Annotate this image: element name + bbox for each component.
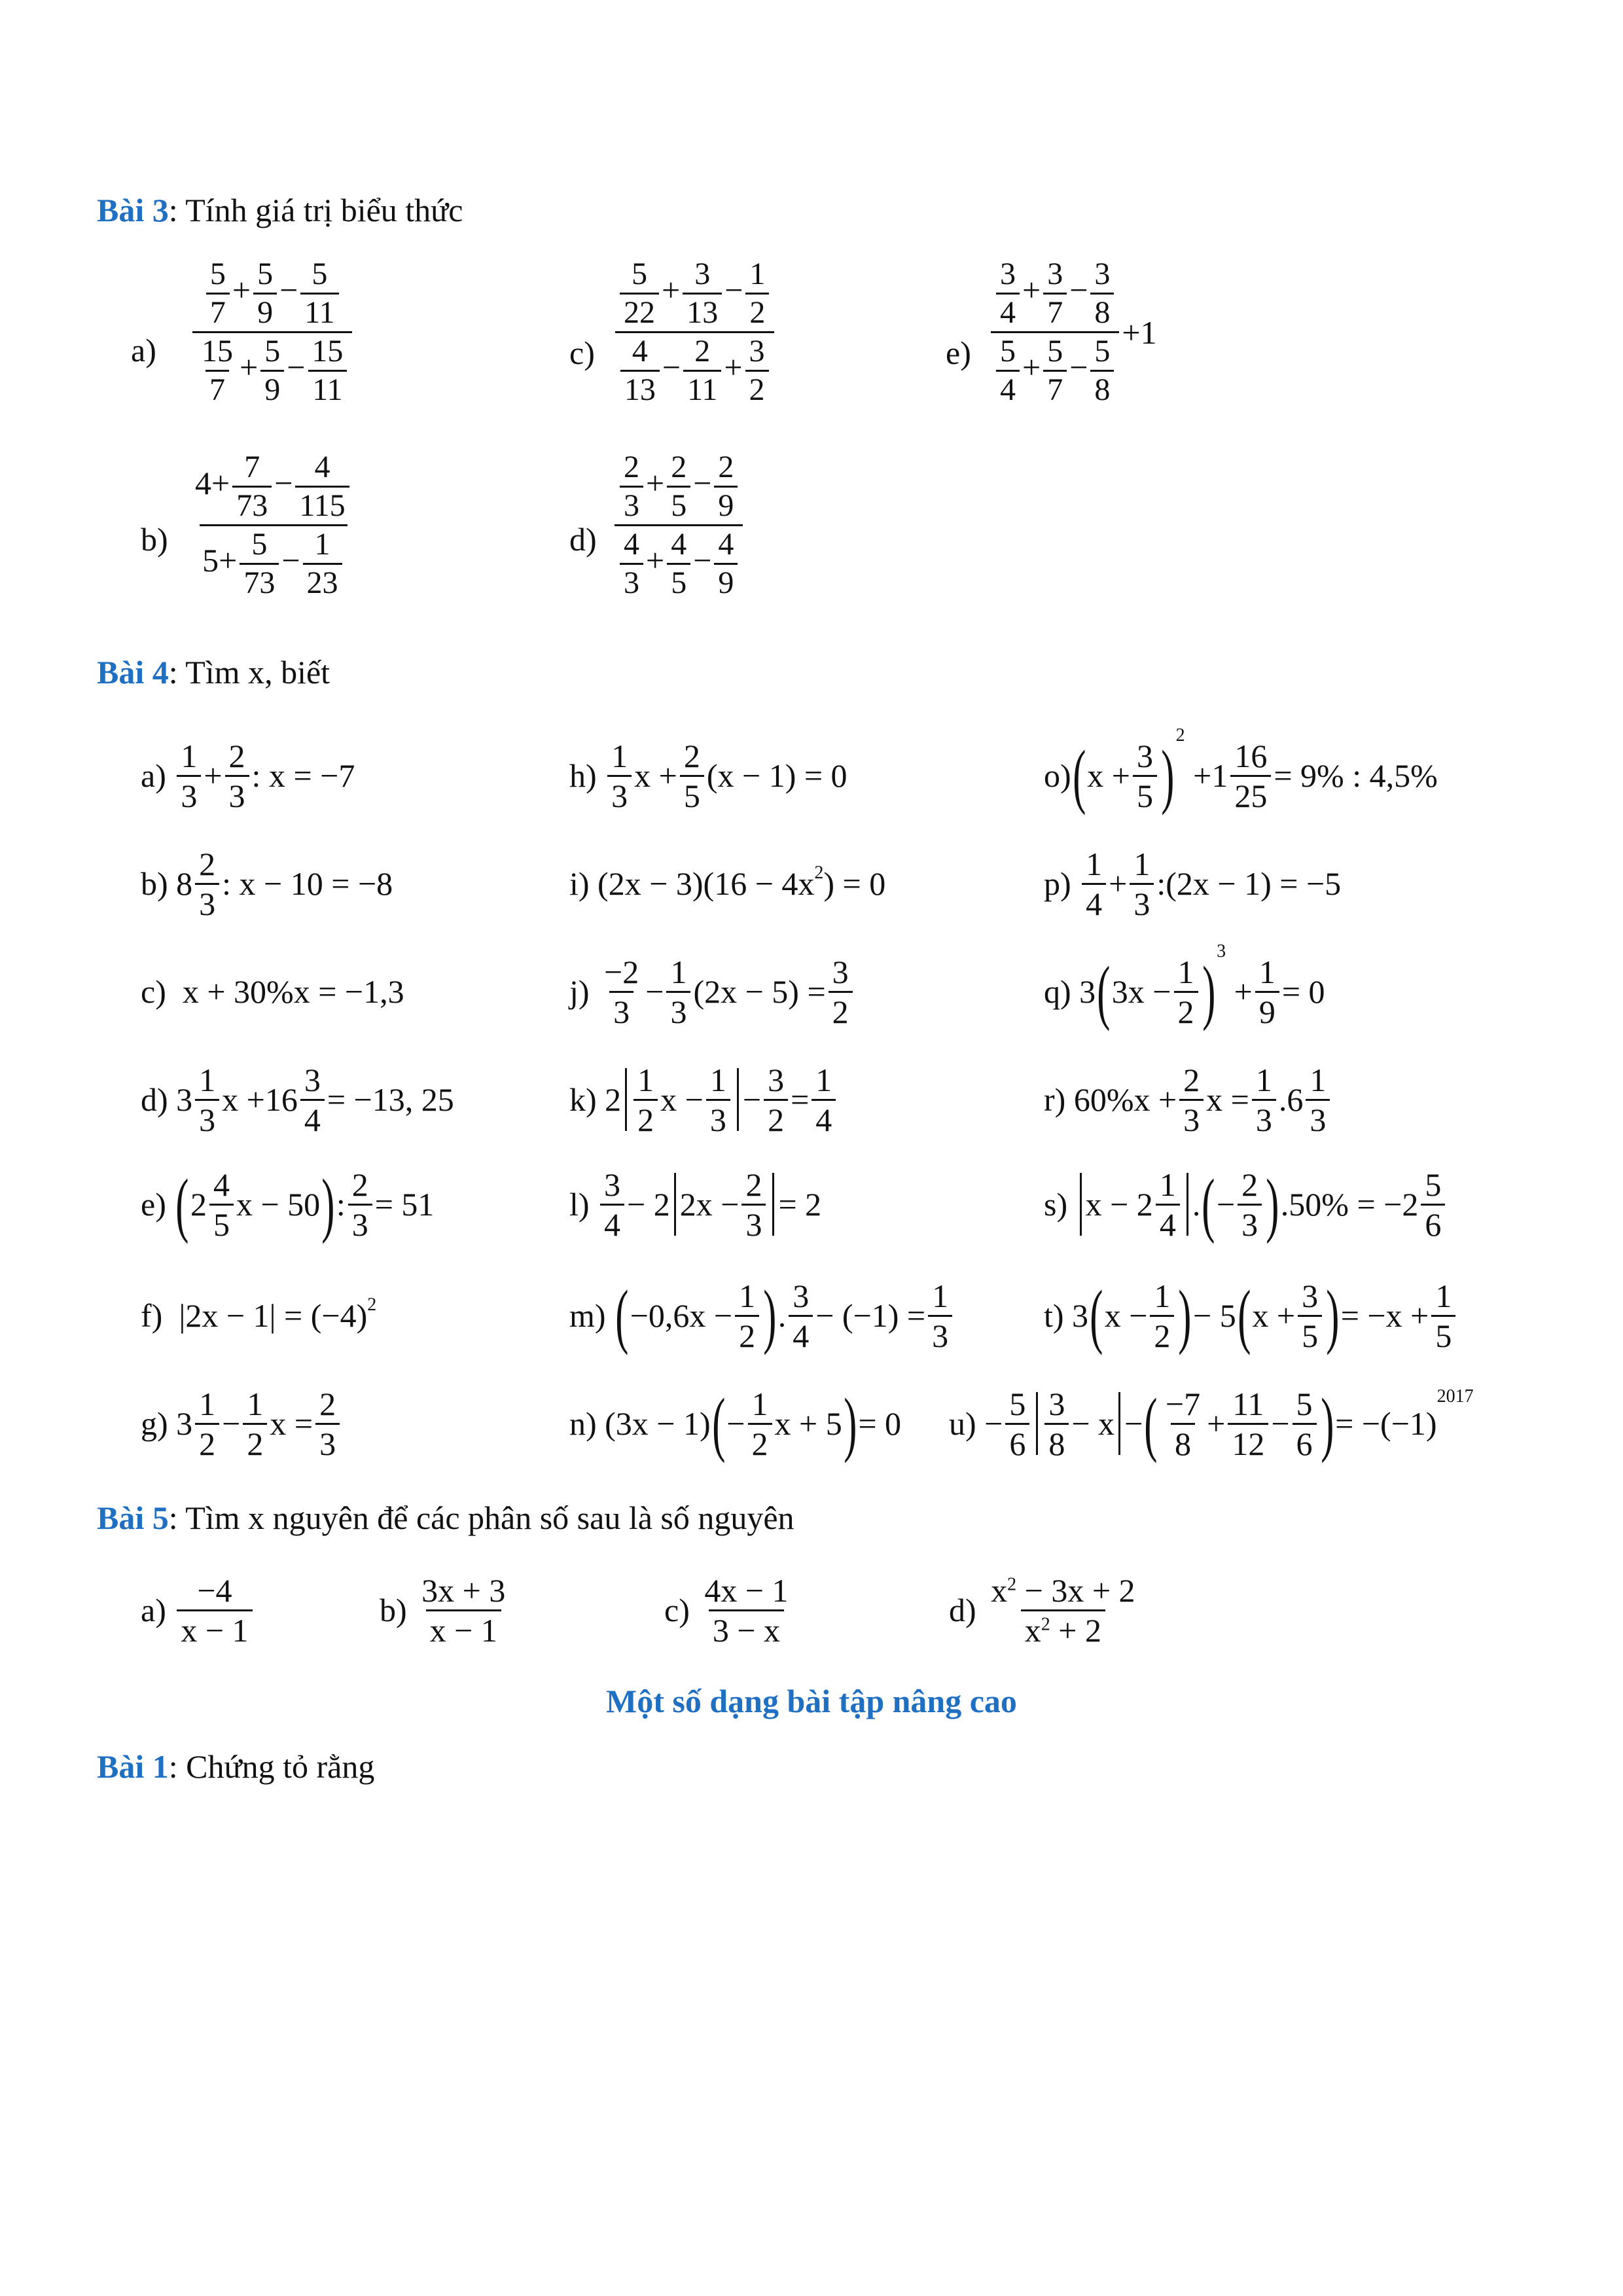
b4-o: o) ( x + $\frac{3}{5}$ ) $^2$ +1 $\frac{16}{25}$ = 9% : 4,5% xyxy=(1044,725,1438,816)
b4-g: g) 3 $\frac{1}{2}$ − $\frac{1}{2}$ x = $\frac{2}{3}$ xyxy=(141,1374,342,1473)
b3-expr-e: $\frac{3}{4}$ + $\frac{3}{7}$ − $\frac{3}{8}$ $\frac{5}{4}$ + $\frac{5}{7}$ − $\frac{5}{8}$ +1 xyxy=(988,259,1157,406)
b4-p: p) $\frac{1}{4}$ + $\frac{1}{3}$ : (2x − 1) = −5 xyxy=(1044,845,1342,922)
b4-d: d) 3 $\frac{1}{3}$ x +16 $\frac{3}{4}$ = −13, 25 xyxy=(141,1061,454,1138)
b4-h: h) $\frac{1}{3}$ x + $\frac{2}{5}$ (x − 1) = 0 xyxy=(569,737,847,814)
bai1-heading: Bài 1: Chứng tỏ rằng xyxy=(97,1748,375,1785)
bai4-heading: Bài 4: Tìm x, biết xyxy=(97,654,330,691)
b3-expr-b: 4+ $\frac{7}{73}$ − $\frac{4}{115}$ 5+ $\frac{5}{73}$ − $\frac{1}{23}$ xyxy=(190,452,357,599)
b3-label-d: d) xyxy=(569,521,597,558)
b3-expr-d: $\frac{2}{3}$ + $\frac{2}{5}$ − $\frac{2}{9}$ $\frac{4}{3}$ + $\frac{4}{5}$ − $\frac{4}{9}$ xyxy=(612,452,745,599)
b5-c: c) $\frac{4x - 1}{3 - x}$ xyxy=(664,1571,789,1649)
bai3-heading: Bài 3: Tính giá trị biểu thức xyxy=(97,192,463,228)
b3-item-a: a) xyxy=(131,332,156,368)
b4-s: s) x − 2 $\frac{1}{4}$ . ( − $\frac{2}{3}$ ) .50% = −2 $\frac{5}{6}$ xyxy=(1044,1162,1448,1247)
b5-b: b) $\frac{3x + 3}{x - 1}$ xyxy=(380,1571,506,1649)
b4-c: c) x + 30%x = −1,3 xyxy=(141,973,404,1010)
b4-t: t) 3 ( x − $\frac{1}{2}$ ) − 5 ( x + $\frac{3}{5}$ ) = −x + $\frac{1}{5}$ xyxy=(1044,1266,1458,1365)
b4-u: u) − $\frac{5}{6}$ $\frac{3}{8}$ − x − ( $\frac{-7}{8}$ + $\frac{11}{12}$ − $\frac{5}{6}$ ) = −(−1) $^{2017}$ xyxy=(949,1383,1474,1463)
b3-expr-c: $\frac{5}{22}$ + $\frac{3}{13}$ − $\frac{1}{2}$ $\frac{4}{13}$ − $\frac{2}{11}$ + $\frac{3}{2}$ xyxy=(612,259,777,406)
b4-l: l) $\frac{3}{4}$ − 2 2x − $\frac{2}{3}$ = 2 xyxy=(569,1166,822,1243)
section-title: Một số dạng bài tập nâng cao xyxy=(606,1683,1017,1719)
b4-r: r) 60%x + $\frac{2}{3}$ x = $\frac{1}{3}$ .6 $\frac{1}{3}$ xyxy=(1044,1057,1332,1142)
b3-label-c: c) xyxy=(569,334,595,371)
b4-m: m) ( −0,6x − $\frac{1}{2}$ ) . $\frac{3}{4}$ − (−1) = $\frac{1}{3}$ xyxy=(569,1266,955,1365)
b4-j: j) $\frac{-2}{3}$ − $\frac{1}{3}$ (2x − 5) = $\frac{3}{2}$ xyxy=(569,949,855,1034)
b5-d: d) $\frac{x^2 - 3x + 2}{x^2 + 2}$ xyxy=(949,1571,1135,1649)
b4-q: q) 3 ( 3x − $\frac{1}{2}$ ) $^3$ + $\frac{1}{9}$ = 0 xyxy=(1044,941,1325,1031)
b4-i: i) (2x − 3)(16 − 4x $^2$ ) = 0 xyxy=(569,863,886,902)
b4-k: k) 2 $\frac{1}{2}$ x − $\frac{1}{3}$ − $\frac{3}{2}$ = $\frac{1}{4}$ xyxy=(569,1057,838,1142)
b5-a: a) $\frac{-4}{x - 1}$ xyxy=(141,1564,255,1656)
b3-label-b: b) xyxy=(141,521,168,558)
bai5-heading: Bài 5: Tìm x nguyên để các phân số sau là số nguyên xyxy=(97,1499,794,1536)
b4-e: e) ( 2 $\frac{4}{5}$ x − 50 ) : $\frac{2}{3}$ = 51 xyxy=(141,1164,435,1244)
b3-expr-a: $\frac{5}{7}$ + $\frac{5}{9}$ − $\frac{5}{11}$ $\frac{15}{7}$ + $\frac{5}{9}$ − $\frac{15}{11}$ xyxy=(190,259,355,406)
b4-f: f) |2x − 1| = (−4) $^2$ xyxy=(141,1295,377,1334)
b4-n: n) (3x − 1) ( − $\frac{1}{2}$ x + 5 ) = 0 xyxy=(569,1383,910,1463)
b3-label-e: e) xyxy=(946,334,971,371)
b4-b: b) 8 $\frac{2}{3}$ : x − 10 = −8 xyxy=(141,845,393,922)
b4-a: a) $\frac{1}{3}$ + $\frac{2}{3}$ : x = −7 xyxy=(141,737,355,814)
